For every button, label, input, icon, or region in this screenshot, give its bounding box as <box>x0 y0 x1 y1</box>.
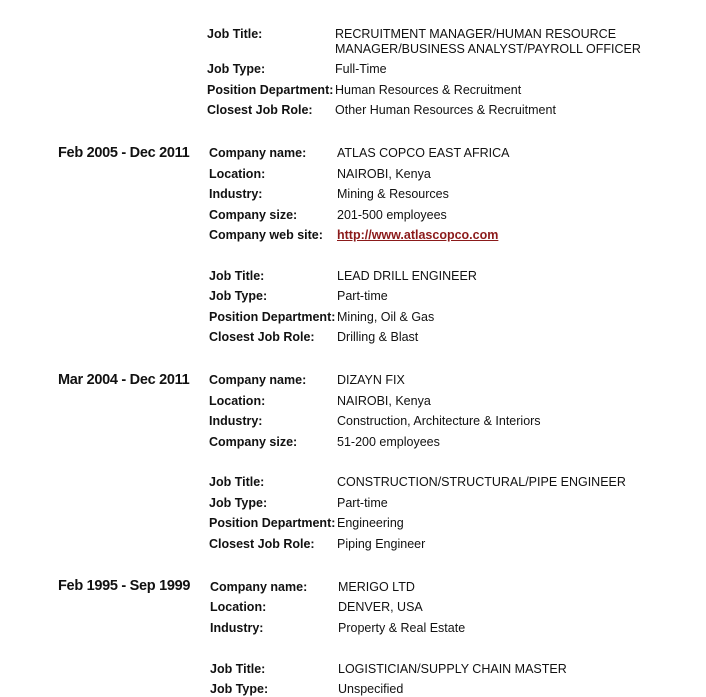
company-size-value: 201-500 employees <box>337 208 447 222</box>
company-name-label: Company name: <box>209 373 307 387</box>
company-name-value: DIZAYN FIX <box>337 373 405 387</box>
location-value: NAIROBI, Kenya <box>337 167 431 181</box>
company-name-label: Company name: <box>209 146 307 160</box>
company-size-label: Company size: <box>209 208 298 222</box>
job-title-value: LEAD DRILL ENGINEER <box>337 269 477 283</box>
closest-job-role-value: Other Human Resources & Recruitment <box>335 103 556 117</box>
job-type-label: Job Type: <box>210 682 269 696</box>
company-size-value: 51-200 employees <box>337 435 440 449</box>
industry-value: Construction, Architecture & Interiors <box>337 414 541 428</box>
position-department-label: Position Department: <box>209 516 336 530</box>
job-type-value: Unspecified <box>338 682 404 696</box>
location-label: Location: <box>209 394 266 408</box>
company-name-value: MERIGO LTD <box>338 580 415 594</box>
position-department-label: Position Department: <box>209 310 336 324</box>
location-value: NAIROBI, Kenya <box>337 394 431 408</box>
company-size-label: Company size: <box>209 435 298 449</box>
job-type-label: Job Type: <box>207 62 266 76</box>
job-title-label: Job Title: <box>209 475 265 489</box>
job-type-value: Full-Time <box>335 62 387 76</box>
company-website-label: Company web site: <box>209 228 323 242</box>
industry-label: Industry: <box>209 414 263 428</box>
company-name-label: Company name: <box>210 580 308 594</box>
employment-date-range: Mar 2004 - Dec 2011 <box>58 372 190 388</box>
job-title-label: Job Title: <box>210 662 266 676</box>
job-title-value: RECRUITMENT MANAGER/HUMAN RESOURCE MANAGER/BUSINESS ANALYST/PAYROLL OFFICER <box>335 27 641 56</box>
position-department-value: Engineering <box>337 516 404 530</box>
job-title-value: CONSTRUCTION/STRUCTURAL/PIPE ENGINEER <box>337 475 626 489</box>
industry-label: Industry: <box>209 187 263 201</box>
job-type-label: Job Type: <box>209 496 268 510</box>
closest-job-role-label: Closest Job Role: <box>209 537 315 551</box>
company-name-value: ATLAS COPCO EAST AFRICA <box>337 146 510 160</box>
closest-job-role-value: Piping Engineer <box>337 537 426 551</box>
industry-value: Property & Real Estate <box>338 621 466 635</box>
job-title-label: Job Title: <box>209 269 265 283</box>
position-department-value: Human Resources & Recruitment <box>335 83 522 97</box>
closest-job-role-label: Closest Job Role: <box>207 103 313 117</box>
company-website-link[interactable]: http://www.atlascopco.com <box>337 228 499 242</box>
job-title-label: Job Title: <box>207 27 263 41</box>
industry-value: Mining & Resources <box>337 187 449 201</box>
location-label: Location: <box>210 600 267 614</box>
location-label: Location: <box>209 167 266 181</box>
closest-job-role-label: Closest Job Role: <box>209 330 315 344</box>
job-title-value: LOGISTICIAN/SUPPLY CHAIN MASTER <box>338 662 567 676</box>
closest-job-role-value: Drilling & Blast <box>337 330 419 344</box>
employment-date-range: Feb 1995 - Sep 1999 <box>58 578 191 594</box>
position-department-label: Position Department: <box>207 83 334 97</box>
position-department-value: Mining, Oil & Gas <box>337 310 435 324</box>
job-type-label: Job Type: <box>209 289 268 303</box>
job-type-value: Part-time <box>337 496 388 510</box>
location-value: DENVER, USA <box>338 600 423 614</box>
employment-date-range: Feb 2005 - Dec 2011 <box>58 145 190 161</box>
job-type-value: Part-time <box>337 289 388 303</box>
industry-label: Industry: <box>210 621 264 635</box>
